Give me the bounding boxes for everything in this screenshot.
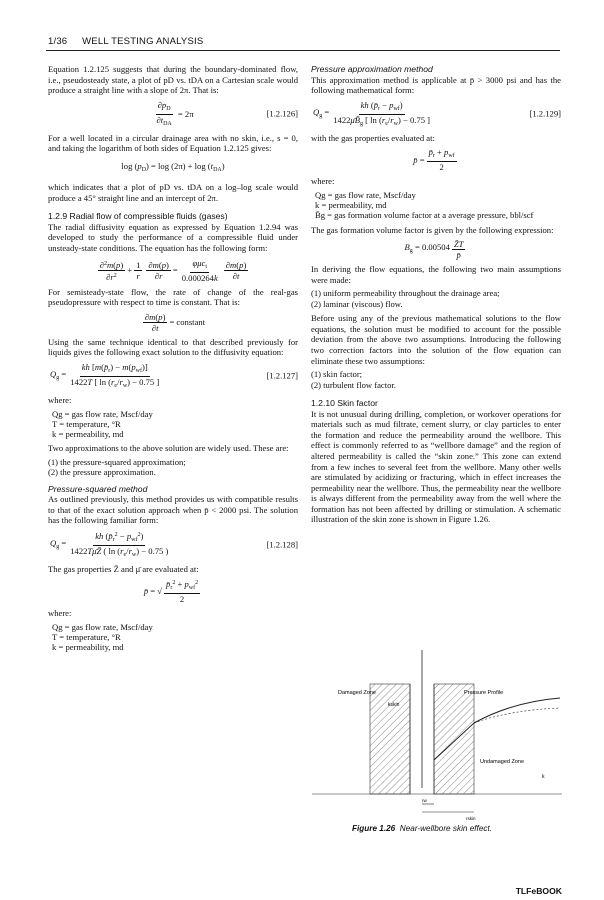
list-item: (1) uniform permeability throughout the drainage area; [311, 288, 500, 299]
equation-constant: $\frac{\partial m(p)}{\partial t}$ = constant [144, 311, 206, 333]
equation-diffusivity: $\frac{\partial^2m(p)}{\partial r^2}$ + $\frac{1}{r}$ $\frac{\partial m(p)}{\partial r}$ = $\frac{\varphi\mu c_t}{0.000264k}$ $\frac{\partial m(p)}{\partial t}$ [99, 257, 247, 283]
numbered-list [48, 457, 298, 478]
equation-1-2-127: $Q_g$ = $\frac{kh [m(p̄_r) - m(p_{wf})]}{1422T [ \ln (r_e/r_w) - 0.75 ]}$ [1.2.127] [50, 361, 298, 389]
equation-avg-pressure-sq: p̄ = √ $\frac{p̄_r^2 + p_{wf}^2}{2}$ [143, 579, 199, 605]
kskin-label: kskin [388, 702, 400, 708]
section-heading: 1.2.9 Radial flow of compressible fluids (gases) [48, 211, 228, 222]
paragraph: The gas formation volume factor is given by the following expression: [311, 224, 554, 235]
paragraph: It is not unusual during drilling, completion, or workover operations for materials such as mud filtrate, cement slurry, or clay particles to enter the formation and reduce the permeability around the wellbore. This effect is commonly referred to as “wellbore damage” and the region of altered permeability is called the “skin zone.” This zone can extend from a few inches to several feet from the wellbore. Many other wells are stimulated by acidizing or fracturing, which in effect increases the permeability near the wellbore. Thus, the permeability near the wellbore is always different from the permeability away from the well where the formation has not been affected by drilling or stimulation. A schematic illustration of the skin zone is shown in Figure 1.26. [311, 408, 561, 525]
paragraph: which indicates that a plot of pD vs. tDA on a log–log scale would produce a 45° straight line and an intercept of 2π. [48, 181, 298, 203]
equation-number: [1.2.126] [266, 108, 298, 119]
undamaged-zone-label: Undamaged Zone [480, 759, 525, 765]
paragraph: Two approximations to the above solution are widely used. These are: [48, 443, 289, 454]
paragraph: The radial diffusivity equation as expressed by Equation 1.2.94 was developed to study the performance of a compressible fluid under unsteady-state conditions. The equation has the following form: [48, 221, 298, 253]
equation-1-2-128: $Q_g$ = $\frac{kh (p̄_r^2 - p_{wf}^2)}{1422T\mūZ̄ ( \ln (r_e/r_w) - 0.75 )}$ [1.2.128] [50, 530, 298, 558]
paragraph: Using the same technique identical to that described previously for liquids gives the following exact solution to the diffusivity equation: [48, 336, 298, 358]
left-column [48, 64, 298, 657]
damaged-zone-left [370, 684, 410, 794]
paragraph: This approximation method is applicable at p̄ > 3000 psi and has the following mathematical form: [311, 74, 561, 96]
k-label: k [542, 774, 545, 780]
equation-number: [1.2.127] [266, 371, 298, 382]
definition-list [52, 409, 298, 440]
header-rule [46, 50, 560, 51]
figure-caption [352, 824, 492, 833]
right-column [311, 64, 561, 528]
paragraph: Before using any of the previous mathematical solutions to the flow equations, the solution must be modified to account for the possible deviation from the above two assumptions. Introducing the following two correction factors into the solution of the flow equation can eliminate these two assumptions: [311, 313, 561, 366]
paragraph: with the gas properties evaluated at: [311, 132, 435, 143]
paragraph: As outlined previously, this method provides us with compatible results to that of the exact solution approach when p̄ < 2000 psi. The solution has the following familiar form: [48, 494, 298, 526]
where-label: where: [48, 608, 72, 619]
numbered-list [311, 369, 561, 390]
definition-item: T = temperature, °R [52, 632, 121, 643]
equation-number: [1.2.129] [529, 108, 561, 119]
equation-log: $\log (p_D) = \log (2\pi) + \log (t_{DA})$ [121, 160, 225, 173]
equation-1-2-126: $\frac{\partial p_D}{\partial t_{DA}}$ = 2π [1.2.126] [156, 99, 298, 127]
pressure-profile-label: Pressure Profile [464, 690, 504, 696]
equation-1-2-129: $Q_g$ = $\frac{kh (p̄_r - p_{wf})}{1422\mūB̄_g [ \ln (r_e/r_w) - 0.75 ]}$ [1.2.129] [313, 99, 561, 127]
figure-caption-text: Near-wellbore skin effect. [399, 824, 493, 833]
skin-zone-figure [312, 648, 562, 826]
paragraph: For semisteady-state flow, the rate of change of the real-gas pseudopressure with respect to time is constant. That is: [48, 286, 298, 308]
paragraph: Equation 1.2.125 suggests that during the boundary-dominated flow, i.e., pseudosteady state, a plot of pD vs. tDA on a Cartesian scale would produce a straight line with a slope of 2π. That is: [48, 64, 298, 96]
definition-item: Qg = gas flow rate, Mscf/day [52, 408, 153, 419]
subsection-heading: Pressure-squared method [48, 483, 148, 494]
equation-avg-pressure: p̄ = $\frac{p̄_r + p_{wf}}{2}$ [413, 147, 455, 173]
definition-item: Qg = gas flow rate, Mscf/day [315, 189, 416, 200]
paragraph: In deriving the flow equations, the following two main assumptions were made: [311, 264, 561, 285]
definition-list [52, 622, 298, 653]
damaged-zone-right [434, 684, 474, 794]
damaged-zone-label: Damaged Zone [338, 690, 376, 696]
section-heading: 1.2.10 Skin factor [311, 397, 378, 408]
definition-item: k = permeability, md [52, 428, 124, 439]
ideal-pressure-curve [474, 708, 560, 723]
equation-number: [1.2.128] [266, 539, 298, 550]
definition-list [315, 190, 561, 221]
equation-bg: $B_g = 0.00504$ $\frac{Z̄T}{p̄}$ [404, 239, 464, 261]
subsection-heading: Pressure approximation method [311, 64, 433, 74]
figure-number: Figure 1.26 [352, 824, 396, 833]
page-number: 1/36 [48, 36, 68, 47]
definition-item: B̄g = gas formation volume factor at a average pressure, bbl/scf [315, 210, 534, 221]
definition-item: k = permeability, md [315, 200, 387, 211]
definition-item: k = permeability, md [52, 642, 124, 653]
running-header [48, 36, 560, 47]
list-item: (2) the pressure approximation. [48, 467, 156, 478]
numbered-list [311, 288, 561, 309]
paragraph: For a well located in a circular drainage area with no skin, i.e., s = 0, and taking the logarithm of both sides of Equation 1.2.125 gives: [48, 132, 298, 154]
where-label: where: [48, 394, 72, 405]
where-label: where: [311, 176, 335, 187]
equation-rhs: = constant [169, 316, 206, 327]
definition-item: Qg = gas flow rate, Mscf/day [52, 622, 153, 633]
definition-item: T = temperature, °R [52, 418, 121, 429]
list-item: (1) the pressure-squared approximation; [48, 456, 186, 467]
rskin-label: rskin [466, 816, 476, 821]
list-item: (1) skin factor; [311, 369, 363, 380]
footer-mark: TLFeBOOK [515, 886, 562, 896]
running-title: WELL TESTING ANALYSIS [82, 36, 204, 47]
paragraph: The gas properties Z̄ and μ̄ are evaluated at: [48, 563, 199, 574]
list-item: (2) turbulent flow factor. [311, 379, 396, 390]
list-item: (2) laminar (viscous) flow. [311, 298, 403, 309]
rw-label: rw [422, 798, 427, 803]
